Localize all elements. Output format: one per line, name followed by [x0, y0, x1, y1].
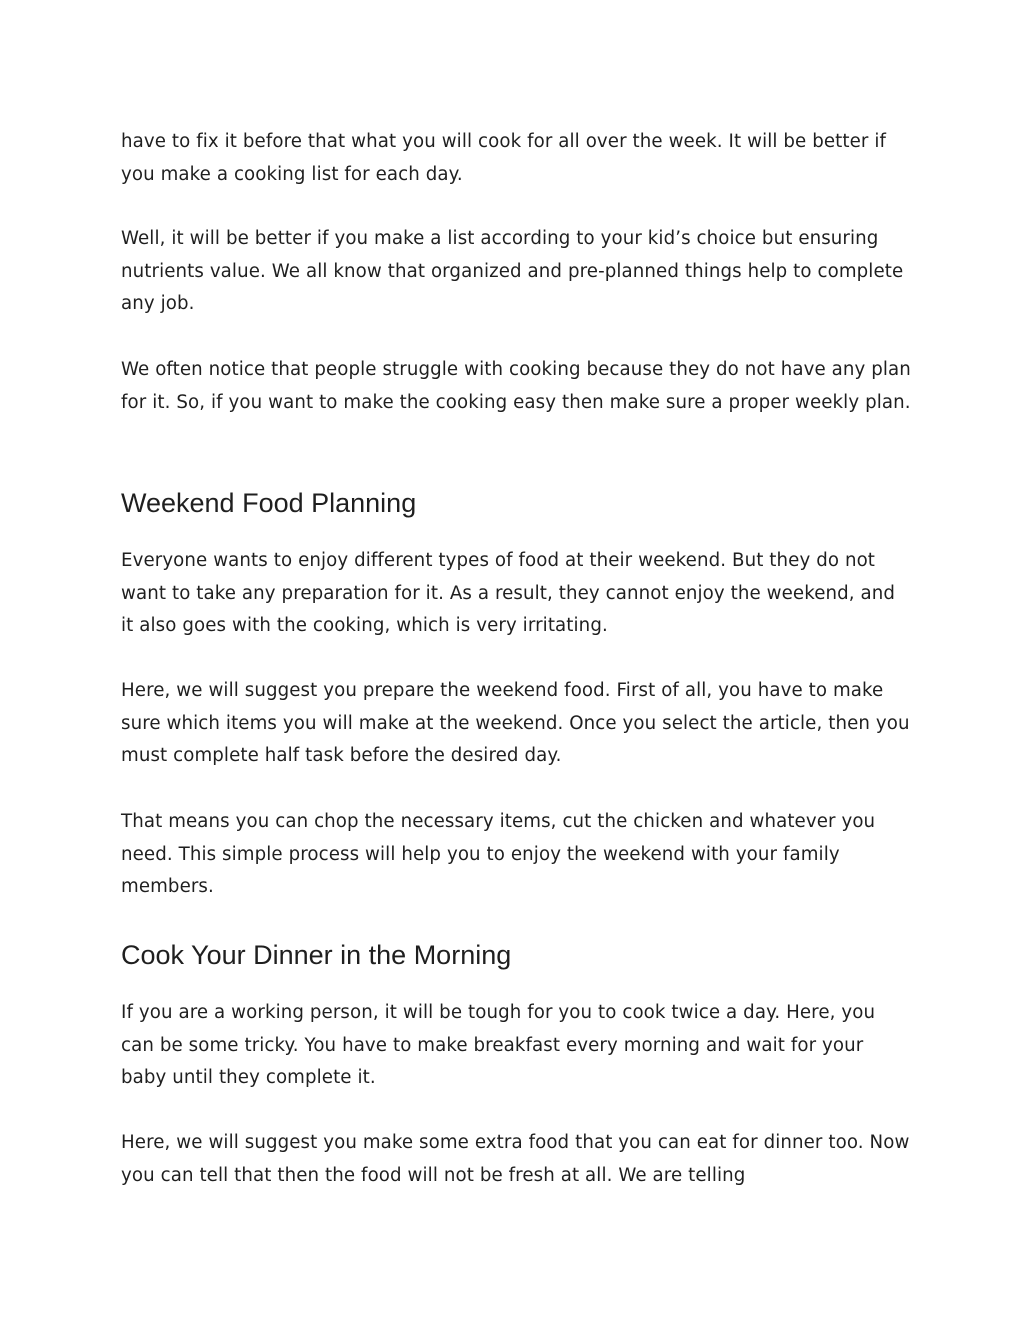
paragraph-cooking-list: have to fix it before that what you will cook for all over the week. It will be better if you make a cooking list for each day. — [121, 131, 887, 185]
paragraph-kids-choice: Well, it will be better if you make a list according to your kid’s choice but ensuring nutrients value. We all know that organized and pre-planned things help to complete any job. — [121, 228, 904, 315]
paragraph-weekend-prepare: Here, we will suggest you prepare the weekend food. First of all, you have to make sure which items you will make at the weekend. Once you select the article, then you must complete half task before the desired day. — [121, 680, 910, 767]
paragraph-extra-food: Here, we will suggest you make some extra food that you can eat for dinner too. Now you can tell that then the food will not be fresh at all. We are telling — [121, 1132, 910, 1186]
heading-weekend-food-planning: Weekend Food Planning — [121, 488, 417, 518]
paragraph-weekend-enjoy: Everyone wants to enjoy different types of food at their weekend. But they do not want to take any preparation for it. As a result, they cannot enjoy the weekend, and it also goes with the cooking, which is very irritating. — [121, 550, 896, 637]
heading-cook-dinner-morning: Cook Your Dinner in the Morning — [121, 940, 512, 970]
paragraph-weekly-plan: We often notice that people struggle with cooking because they do not have any plan for it. So, if you want to make the cooking easy then make sure a proper weekly plan. — [121, 359, 911, 413]
paragraph-chop-items: That means you can chop the necessary items, cut the chicken and whatever you need. This simple process will help you to enjoy the weekend with your family members. — [121, 811, 876, 898]
paragraph-working-person: If you are a working person, it will be tough for you to cook twice a day. Here, you can be some tricky. You have to make breakfast every morning and wait for your baby until they complete it. — [121, 1002, 876, 1089]
